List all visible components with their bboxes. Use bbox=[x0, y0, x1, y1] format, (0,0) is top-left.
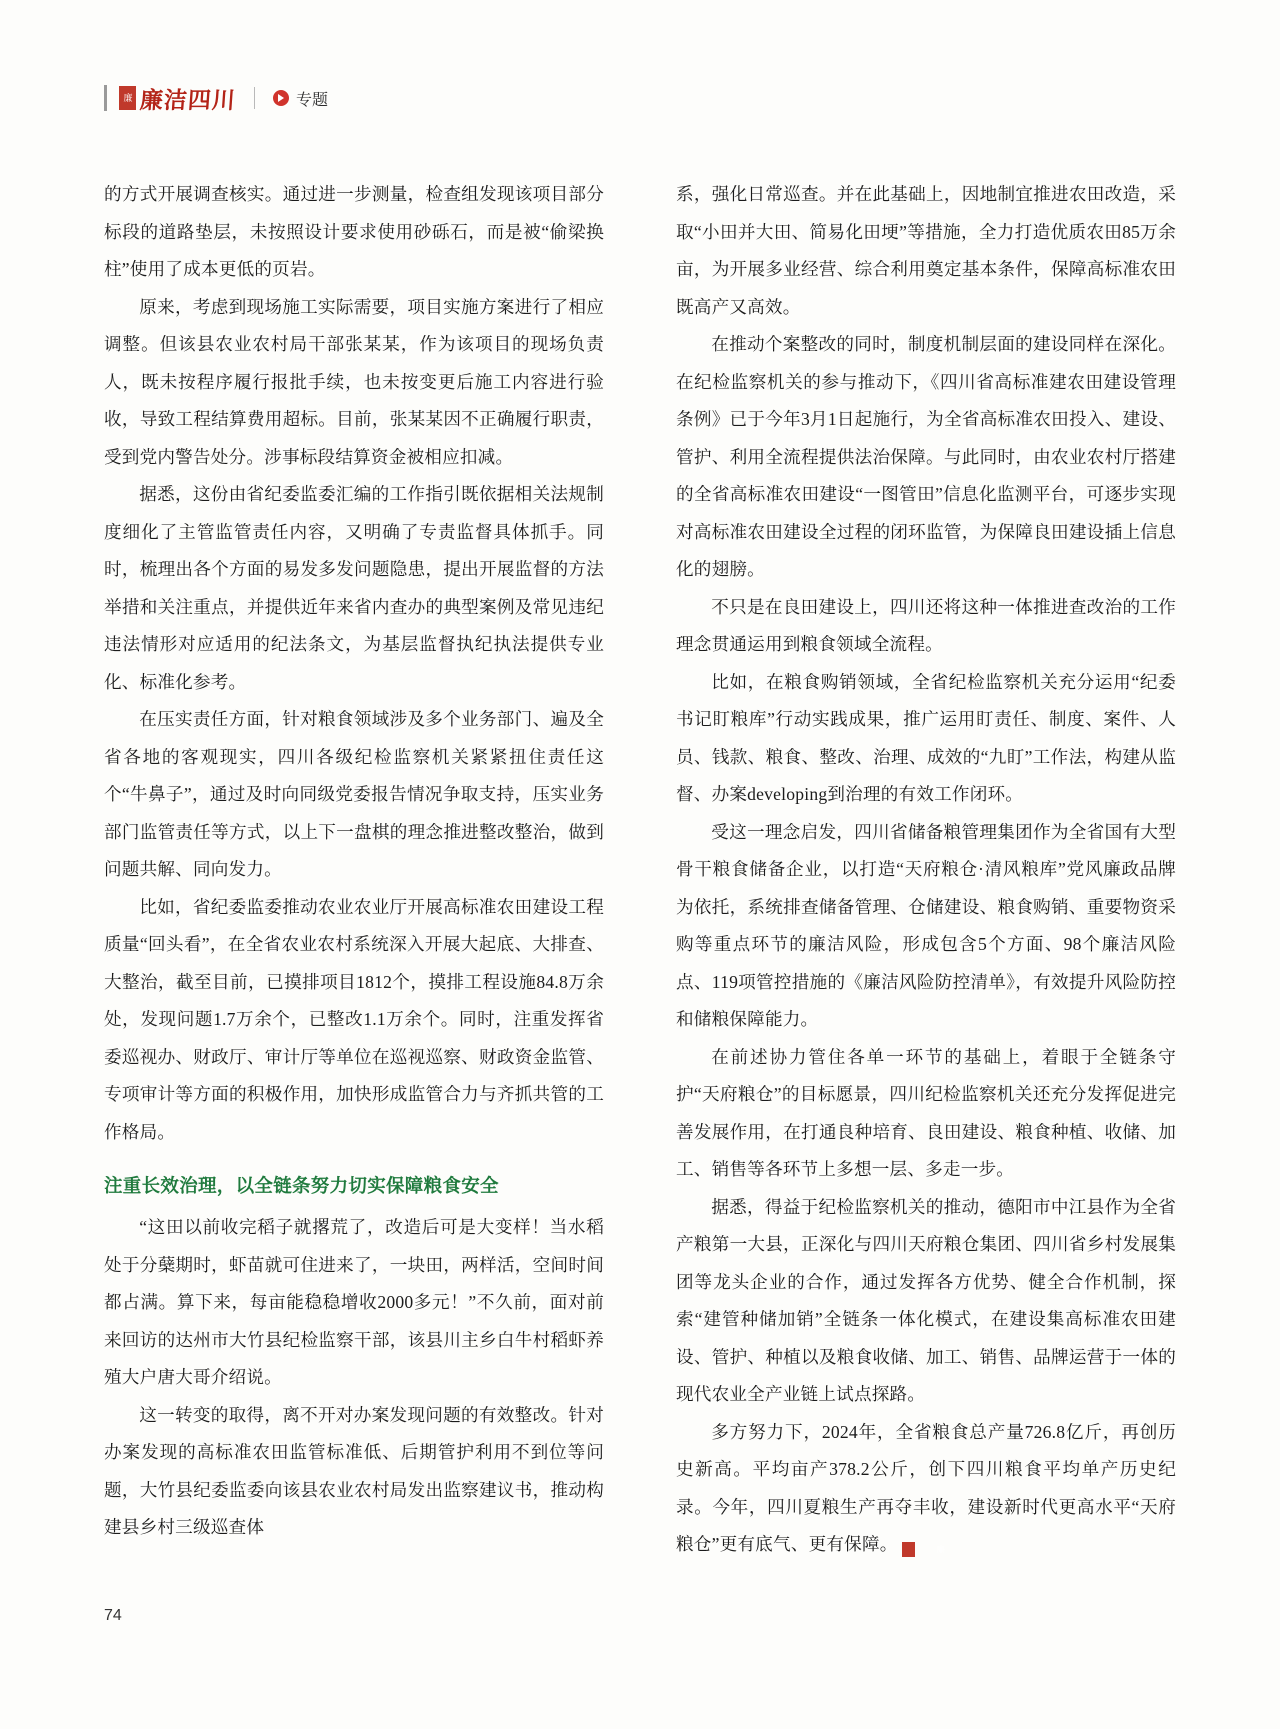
paragraph: 受这一理念启发，四川省储备粮管理集团作为全省国有大型骨干粮食储备企业，以打造“天府粮仓·清风粮库”党风廉政品牌为依托，系统排查储备管理、仓储建设、粮食购销、重要物资采购等重点环节的廉洁风险，形成包含5个方面、98个廉洁风险点、119项管控措施的《廉洁风险防控清单》，有效提升风险防控和储粮保障能力。 bbox=[676, 821, 1176, 1029]
page-number: 74 bbox=[104, 1607, 122, 1624]
paragraph: 在前述协力管住各单一环节的基础上，着眼于全链条守护“天府粮仓”的目标愿景，四川纪检监察机关还充分发挥促进完善发展作用，在打通良种培育、良田建设、粮食种植、收储、加工、销售等各环节上多想一层、多走一步。 bbox=[676, 1046, 1176, 1179]
paragraph: 据悉，得益于纪检监察机关的推动，德阳市中江县作为全省产粮第一大县，正深化与四川天府粮仓集团、四川省乡村发展集团等龙头企业的合作，通过发挥各方优势、健全合作机制，探索“建管种储加销”全链条一体化模式，在建设集高标准农田建设、管护、种植以及粮食收储、加工、销售、品牌运营于一体的现代农业全产业链上试点探路。 bbox=[676, 1196, 1176, 1404]
section-tag bbox=[273, 87, 328, 110]
article-body bbox=[104, 176, 1176, 1564]
header-rule bbox=[104, 85, 107, 111]
paragraph: 这一转变的取得，离不开对办案发现问题的有效整改。针对办案发现的高标准农田监管标准低、后期管护利用不到位等问题，大竹县纪委监委向该县农业农村局发出监察建议书，推动构建县乡村三级巡查体 bbox=[104, 1404, 604, 1537]
paragraph: 比如，在粮食购销领域，全省纪检监察机关充分运用“纪委书记盯粮库”行动实践成果，推广运用盯责任、制度、案件、人员、钱款、粮食、整改、治理、成效的“九盯”工作法，构建从监督、办案developing到治理的有效工作闭环。 bbox=[676, 671, 1176, 804]
right-column bbox=[676, 176, 1176, 1564]
paragraph: 在压实责任方面，针对粮食领域涉及多个业务部门、遍及全省各地的客观现实，四川各级纪检监察机关紧紧扭住责任这个“牛鼻子”，通过及时向同级党委报告情况争取支持，压实业务部门监管责任等方式，以上下一盘棋的理念推进整改整治，做到问题共解、同向发力。 bbox=[104, 709, 604, 879]
header-divider bbox=[254, 87, 255, 109]
masthead-logo bbox=[119, 82, 236, 115]
paragraph: 系，强化日常巡查。并在此基础上，因地制宜推进农田改造，采取“小田并大田、简易化田埂”等措施，全力打造优质农田85万余亩，为开展多业经营、综合利用奠定基本条件，保障高标准农田既高产又高效。 bbox=[676, 184, 1176, 317]
left-column bbox=[104, 176, 604, 1564]
paragraph: 的方式开展调查核实。通过进一步测量，检查组发现该项目部分标段的道路垫层，未按照设计要求使用砂砾石，而是被“偷梁换柱”使用了成本更低的页岩。 bbox=[104, 184, 604, 279]
paragraph: 据悉，这份由省纪委监委汇编的工作指引既依据相关法规制度细化了主管监管责任内容，又明确了专责监督具体抓手。同时，梳理出各个方面的易发多发问题隐患，提出开展监督的方法举措和关注重点，并提供近年来省内查办的典型案例及常见违纪违法情形对应适用的纪法条文，为基层监督执纪执法提供专业化、标准化参考。 bbox=[104, 484, 604, 692]
seal-icon: 廉 bbox=[119, 86, 136, 110]
paragraph: 比如，省纪委监委推动农业农业厅开展高标准农田建设工程质量“回头看”，在全省农业农村系统深入开展大起底、大排查、大整治，截至目前，已摸排项目1812个，摸排工程设施84.8万余处，发现问题1.7万余个，已整改1.1万余个。同时，注重发挥省委巡视办、财政厅、审计厅等单位在巡视巡察、财政资金监管、专项审计等方面的积极作用，加快形成监管合力与齐抓共管的工作格局。 bbox=[104, 896, 604, 1142]
page-header bbox=[104, 78, 328, 118]
paragraph-text: 多方努力下，2024年，全省粮食总产量726.8亿斤，再创历史新高。平均亩产378.2公斤，创下四川粮食平均单产历史纪录。今年，四川夏粮生产再夺丰收，建设新时代更高水平“天府粮仓”更有底气、更有保障。 bbox=[676, 1421, 1176, 1554]
paragraph: 原来，考虑到现场施工实际需要，项目实施方案进行了相应调整。但该县农业农村局干部张某某，作为该项目的现场负责人，既未按程序履行报批手续，也未按变更后施工内容进行验收，导致工程结算费用超标。目前，张某某因不正确履行职责，受到党内警告处分。涉事标段结算资金被相应扣减。 bbox=[104, 296, 604, 467]
section-label: 专题 bbox=[296, 91, 329, 109]
paragraph: 不只是在良田建设上，四川还将这种一体推进查改治的工作理念贯通运用到粮食领域全流程。 bbox=[676, 596, 1176, 654]
paragraph-final bbox=[676, 1414, 1176, 1564]
arrow-right-icon bbox=[273, 90, 289, 106]
masthead-title: 廉洁四川 bbox=[138, 87, 237, 113]
section-subheading: 注重长效治理，以全链条努力切实保障粮食安全 bbox=[104, 1177, 499, 1197]
paragraph: 在推动个案整改的同时，制度机制层面的建设同样在深化。在纪检监察机关的参与推动下，《四川省高标准建农田建设管理条例》已于今年3月1日起施行，为全省高标准农田投入、建设、管护、利用全流程提供法治保障。与此同时，由农业农村厅搭建的全省高标准农田建设“一图管田”信息化监测平台，可逐步实现对高标准农田建设全过程的闭环监管，为保障良田建设插上信息化的翅膀。 bbox=[676, 334, 1176, 579]
paragraph: “这田以前收完稻子就撂荒了，改造后可是大变样！当水稻处于分蘖期时，虾苗就可住进来了，一块田，两样活，空间时间都占满。算下来，每亩能稳稳增收2000多元！”不久前，面对前来回访的达州市大竹县纪检监察干部，该县川主乡白牛村稻虾养殖大户唐大哥介绍说。 bbox=[104, 1217, 604, 1387]
end-mark-icon: 廉 bbox=[902, 1542, 915, 1557]
